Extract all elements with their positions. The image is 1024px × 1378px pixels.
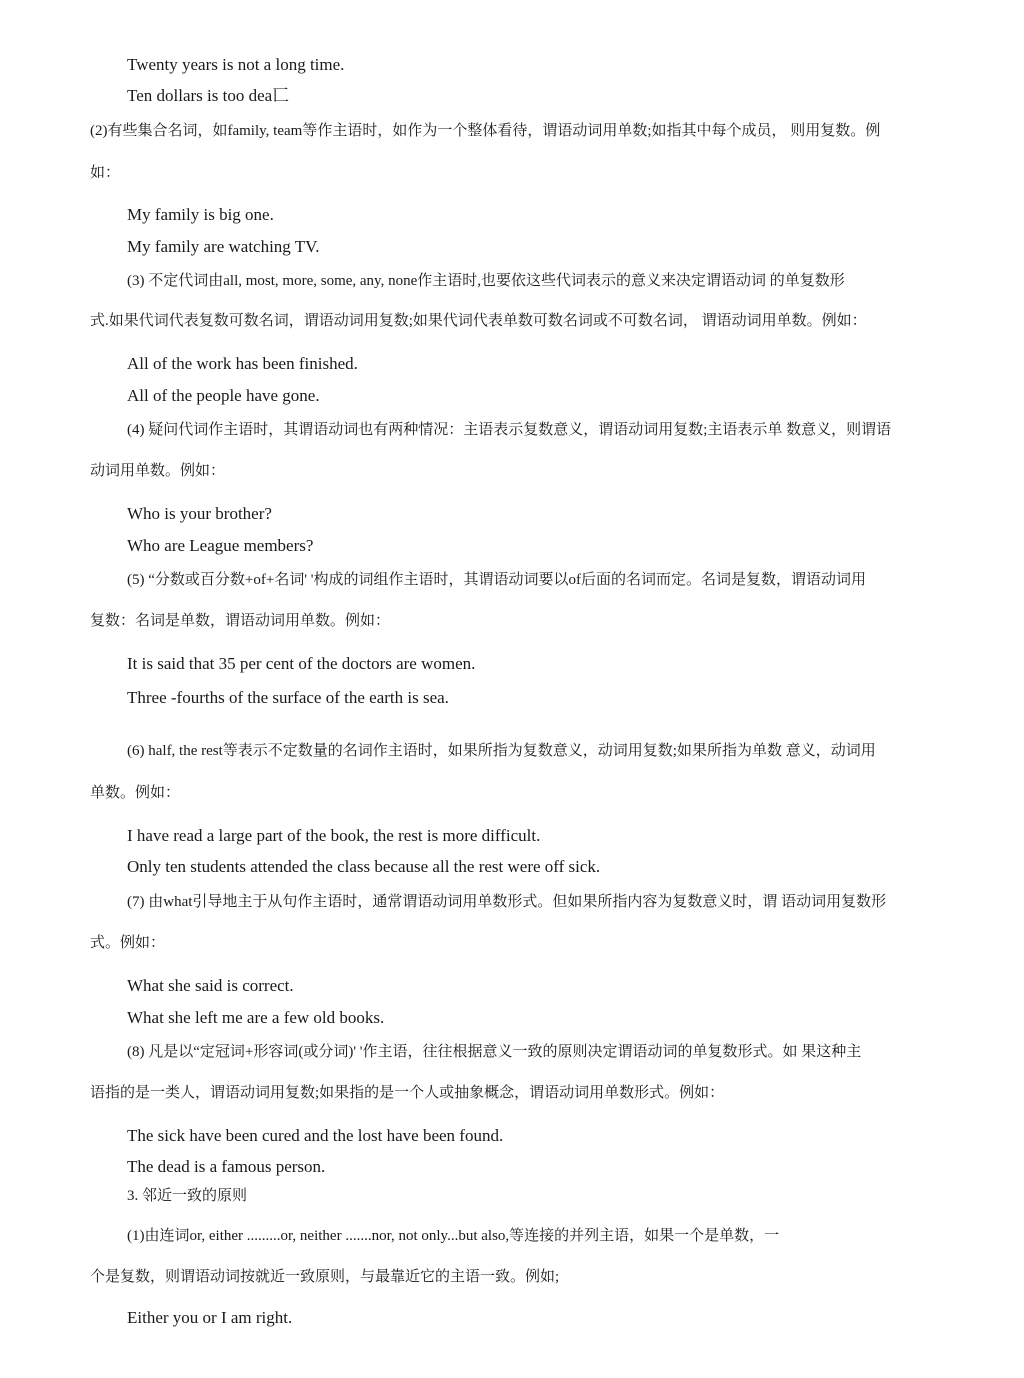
example-sentence: The dead is a famous person.	[127, 1157, 326, 1176]
rule-paragraph-3-line-1: (3) 不定代词由all, most, more, some, any, none作主语时,也要依这些代词表示的意义来决定谓语动词 的单复数形	[127, 273, 845, 289]
example-sentence: My family are watching TV.	[127, 237, 320, 256]
rule-paragraph-5-line-2: 复数：名词是单数，谓语动词用单数。例如：	[90, 613, 391, 629]
example-sentence: What she said is correct.	[127, 976, 294, 995]
rule-paragraph-6-line-2: 单数。例如：	[90, 785, 181, 801]
example-sentence: I have read a large part of the book, the rest is more difficult.	[127, 826, 541, 845]
rule-paragraph-7-line-2: 式。例如：	[90, 935, 166, 951]
example-sentence: Three -fourths of the surface of the earth is sea.	[127, 688, 449, 707]
example-sentence: All of the work has been finished.	[127, 354, 358, 373]
rule-paragraph-2-line-2: 如：	[90, 165, 121, 181]
rule-paragraph-3-line-2: 式.如果代词代表复数可数名词，谓语动词用复数;如果代词代表单数可数名词或不可数名词， 谓语动词用单数。例如：	[90, 313, 867, 329]
rule-paragraph-4-line-1: (4) 疑问代词作主语时，其谓语动词也有两种情况：主语表示复数意义，谓语动词用复数;主语表示单 数意义，则谓语	[127, 422, 892, 438]
example-sentence: The sick have been cured and the lost have been found.	[127, 1126, 504, 1145]
rule-paragraph-8-line-1: (8) 凡是以“定冠词+形容词(或分词)' '作主语，往往根据意义一致的原则决定谓语动词的单复数形式。如 果这种主	[127, 1044, 862, 1060]
example-sentence: My family is big one.	[127, 205, 274, 224]
rule-paragraph-6-line-1: (6) half, the rest等表示不定数量的名词作主语时，如果所指为复数意义，动词用复数;如果所指为单数 意义，动词用	[127, 743, 876, 759]
example-sentence: It is said that 35 per cent of the doctors are women.	[127, 654, 476, 673]
example-sentence: Ten dollars is too dea匸	[127, 86, 290, 105]
example-sentence: Either you or I am right.	[127, 1308, 293, 1327]
rule-paragraph-2-line-1: (2)有些集合名词，如family, team等作主语时，如作为一个整体看待，谓语动词用单数;如指其中每个成员， 则用复数。例	[90, 123, 881, 139]
rule-paragraph-3-1-line-2: 个是复数，则谓语动词按就近一致原则，与最靠近它的主语一致。例如;	[90, 1269, 560, 1285]
rule-paragraph-5-line-1: (5) “分数或百分数+of+名词' '构成的词组作主语时，其谓语动词要以of后面的名词而定。名词是复数，谓语动词用	[127, 572, 866, 588]
rule-paragraph-8-line-2: 语指的是一类人，谓语动词用复数;如果指的是一个人或抽象概念，谓语动词用单数形式。例如：	[90, 1085, 725, 1101]
example-sentence: All of the people have gone.	[127, 386, 320, 405]
example-sentence: Who is your brother?	[127, 504, 272, 523]
rule-paragraph-3-1-line-1: (1)由连词or, either .........or, neither .......nor, not only...but also,等连接的并列主语，如果一个是单数，一	[127, 1228, 780, 1244]
example-sentence: Twenty years is not a long time.	[127, 55, 345, 74]
rule-paragraph-7-line-1: (7) 由what引导地主于从句作主语时，通常谓语动词用单数形式。但如果所指内容为复数意义时，谓 语动词用复数形	[127, 894, 887, 910]
example-sentence: Who are League members?	[127, 536, 314, 555]
example-sentence: What she left me are a few old books.	[127, 1008, 385, 1027]
rule-paragraph-4-line-2: 动词用单数。例如：	[90, 463, 226, 479]
example-sentence: Only ten students attended the class because all the rest were off sick.	[127, 857, 601, 876]
section-heading: 3. 邻近一致的原则	[127, 1188, 248, 1204]
